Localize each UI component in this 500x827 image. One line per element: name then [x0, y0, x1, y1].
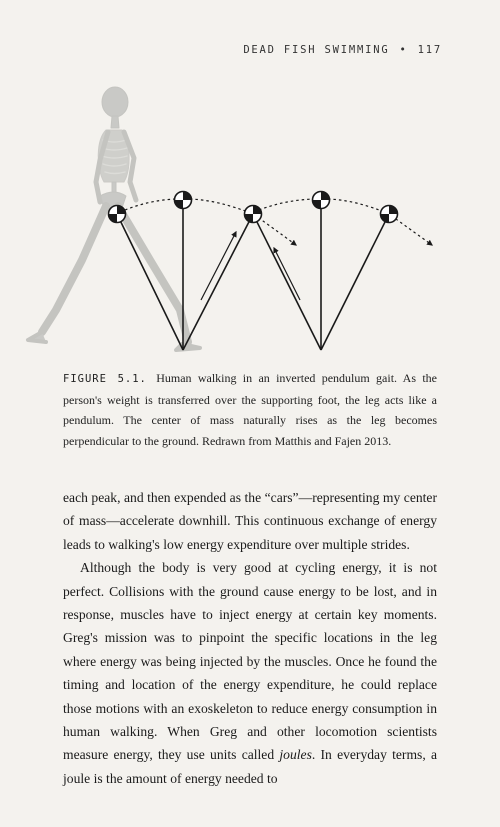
- paragraph-1: each peak, and then expended as the “cars”—representing my center of mass—accelerate downhill. This continuous exchange of energy leads to walking's low energy expenditure over multiple strides.: [63, 490, 437, 552]
- figure-caption-text: Human walking in an inverted pendulum gait. As the person's weight is transferred over the supporting foot, the leg acts like a pendulum. The center of mass naturally rises as the leg becomes perpendicular to the ground. Redrawn from Matthis and Fajen 2013.: [63, 371, 437, 448]
- com-marker-1: [109, 206, 126, 223]
- com-marker-4: [313, 192, 330, 209]
- paragraph-2-text-b: . In everyday terms, a joule is the amount of energy needed to: [63, 747, 437, 786]
- page-number: 117: [417, 44, 442, 56]
- figure-caption: [63, 368, 437, 451]
- com-marker-3: [245, 206, 262, 223]
- figure-label: FIGURE 5.1.: [63, 373, 147, 385]
- paragraph-2: [63, 556, 437, 790]
- figure-inverted-pendulum: [0, 60, 500, 365]
- paragraph-2-emphasis: joules: [279, 747, 312, 763]
- pendulum-diagram: [0, 60, 500, 365]
- running-title: DEAD FISH SWIMMING: [243, 44, 390, 56]
- running-head: [243, 44, 442, 56]
- com-marker-2: [175, 192, 192, 209]
- com-marker-5: [381, 206, 398, 223]
- header-separator: •: [399, 44, 408, 56]
- paragraph-2-text-a: Although the body is very good at cycling energy, it is not perfect. Collisions with the ground cause energy to be lost, and in response, muscles have to inject energy at certain key moments. Greg's mission was to pinpoint the specific locations in the leg where energy was being injected by the muscles. Once he found the timing and location of the energy expenditure, he could replace those motions with an exoskeleton to reduce energy consumption in human walking. When Greg and other locomotion scientists measure energy, they use units called: [63, 560, 437, 763]
- motion-arrows: [201, 232, 300, 300]
- body-text: [63, 486, 437, 790]
